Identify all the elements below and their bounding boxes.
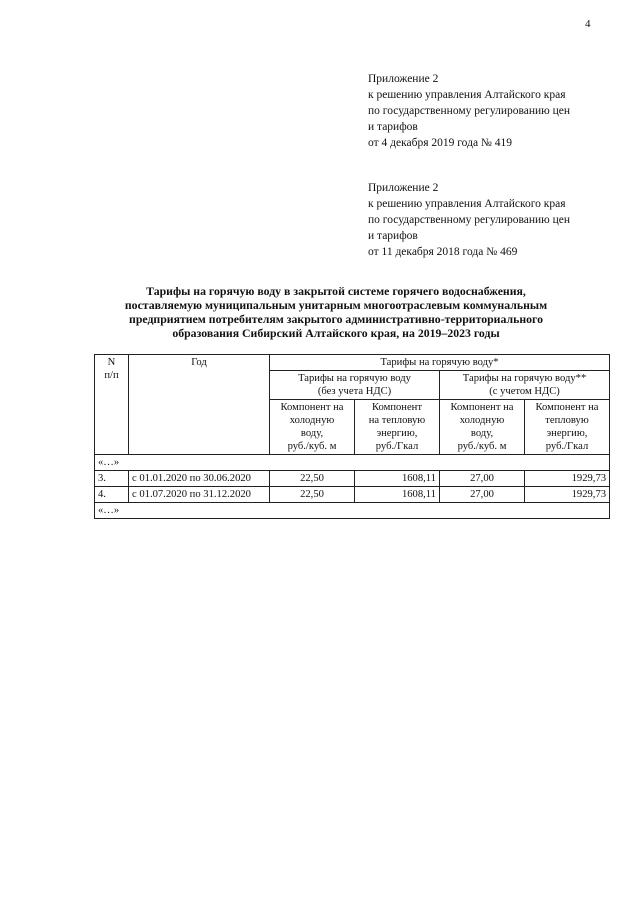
appendix-line: к решению управления Алтайского края bbox=[368, 89, 566, 101]
appendix-line: Приложение 2 bbox=[368, 182, 439, 194]
row-period: с 01.01.2020 по 30.06.2020 bbox=[129, 471, 270, 487]
header-heat-with-vat: Компонент на тепловую энергию, руб./Гкал bbox=[525, 400, 610, 455]
table-row bbox=[95, 471, 610, 487]
row-heat-with-vat: 1929,73 bbox=[525, 471, 610, 487]
header-with-vat: Тарифы на горячую воду** (с учетом НДС) bbox=[440, 371, 610, 400]
row-cold-with-vat: 27,00 bbox=[440, 487, 525, 503]
ellipsis-bottom: «…» bbox=[95, 503, 610, 519]
row-cold-with-vat: 27,00 bbox=[440, 471, 525, 487]
title-line: Тарифы на горячую воду в закрытой системе горячего водоснабжения, bbox=[146, 284, 526, 298]
appendix-line: и тарифов bbox=[368, 121, 418, 133]
appendix-line: Приложение 2 bbox=[368, 73, 439, 85]
row-heat-no-vat: 1608,11 bbox=[355, 487, 440, 503]
ellipsis-top: «…» bbox=[95, 455, 610, 471]
header-cold-no-vat: Компонент на холодную воду, руб./куб. м bbox=[270, 400, 355, 455]
title-line: предприятием потребителям закрытого административно-территориального bbox=[129, 312, 543, 326]
header-tariffs: Тарифы на горячую воду* bbox=[270, 355, 610, 371]
appendix-line: от 4 декабря 2019 года № 419 bbox=[368, 137, 513, 149]
table-row-ellipsis bbox=[95, 503, 610, 519]
table-row-ellipsis bbox=[95, 455, 610, 471]
header-cold-with-vat: Компонент на холодную воду, руб./куб. м bbox=[440, 400, 525, 455]
row-cold-no-vat: 22,50 bbox=[270, 487, 355, 503]
title-line: поставляемую муниципальным унитарным многоотраслевым коммунальным bbox=[124, 298, 548, 312]
appendix-line: по государственному регулированию цен bbox=[368, 105, 571, 117]
row-num: 4. bbox=[95, 487, 129, 503]
header-year: Год bbox=[129, 355, 270, 455]
row-num: 3. bbox=[95, 471, 129, 487]
row-heat-with-vat: 1929,73 bbox=[525, 487, 610, 503]
header-num: N п/п bbox=[95, 355, 129, 455]
row-heat-no-vat: 1608,11 bbox=[355, 471, 440, 487]
appendix-current-header bbox=[368, 71, 633, 151]
title-line: образования Сибирский Алтайского края, на 2019–2023 годы bbox=[172, 326, 500, 340]
table-header-row bbox=[95, 355, 610, 371]
appendix-line: от 11 декабря 2018 года № 469 bbox=[368, 246, 518, 258]
appendix-previous-header bbox=[368, 180, 633, 260]
row-period: с 01.07.2020 по 31.12.2020 bbox=[129, 487, 270, 503]
appendix-line: по государственному регулированию цен bbox=[368, 214, 571, 226]
appendix-line: и тарифов bbox=[368, 230, 418, 242]
header-no-vat: Тарифы на горячую воду (без учета НДС) bbox=[270, 371, 440, 400]
table-row bbox=[95, 487, 610, 503]
tariffs-table bbox=[94, 354, 610, 519]
appendix-line: к решению управления Алтайского края bbox=[368, 198, 566, 210]
header-heat-no-vat: Компонент на тепловую энергию, руб./Гкал bbox=[355, 400, 440, 455]
row-cold-no-vat: 22,50 bbox=[270, 471, 355, 487]
document-title bbox=[86, 284, 586, 340]
page-number: 4 bbox=[585, 18, 591, 30]
